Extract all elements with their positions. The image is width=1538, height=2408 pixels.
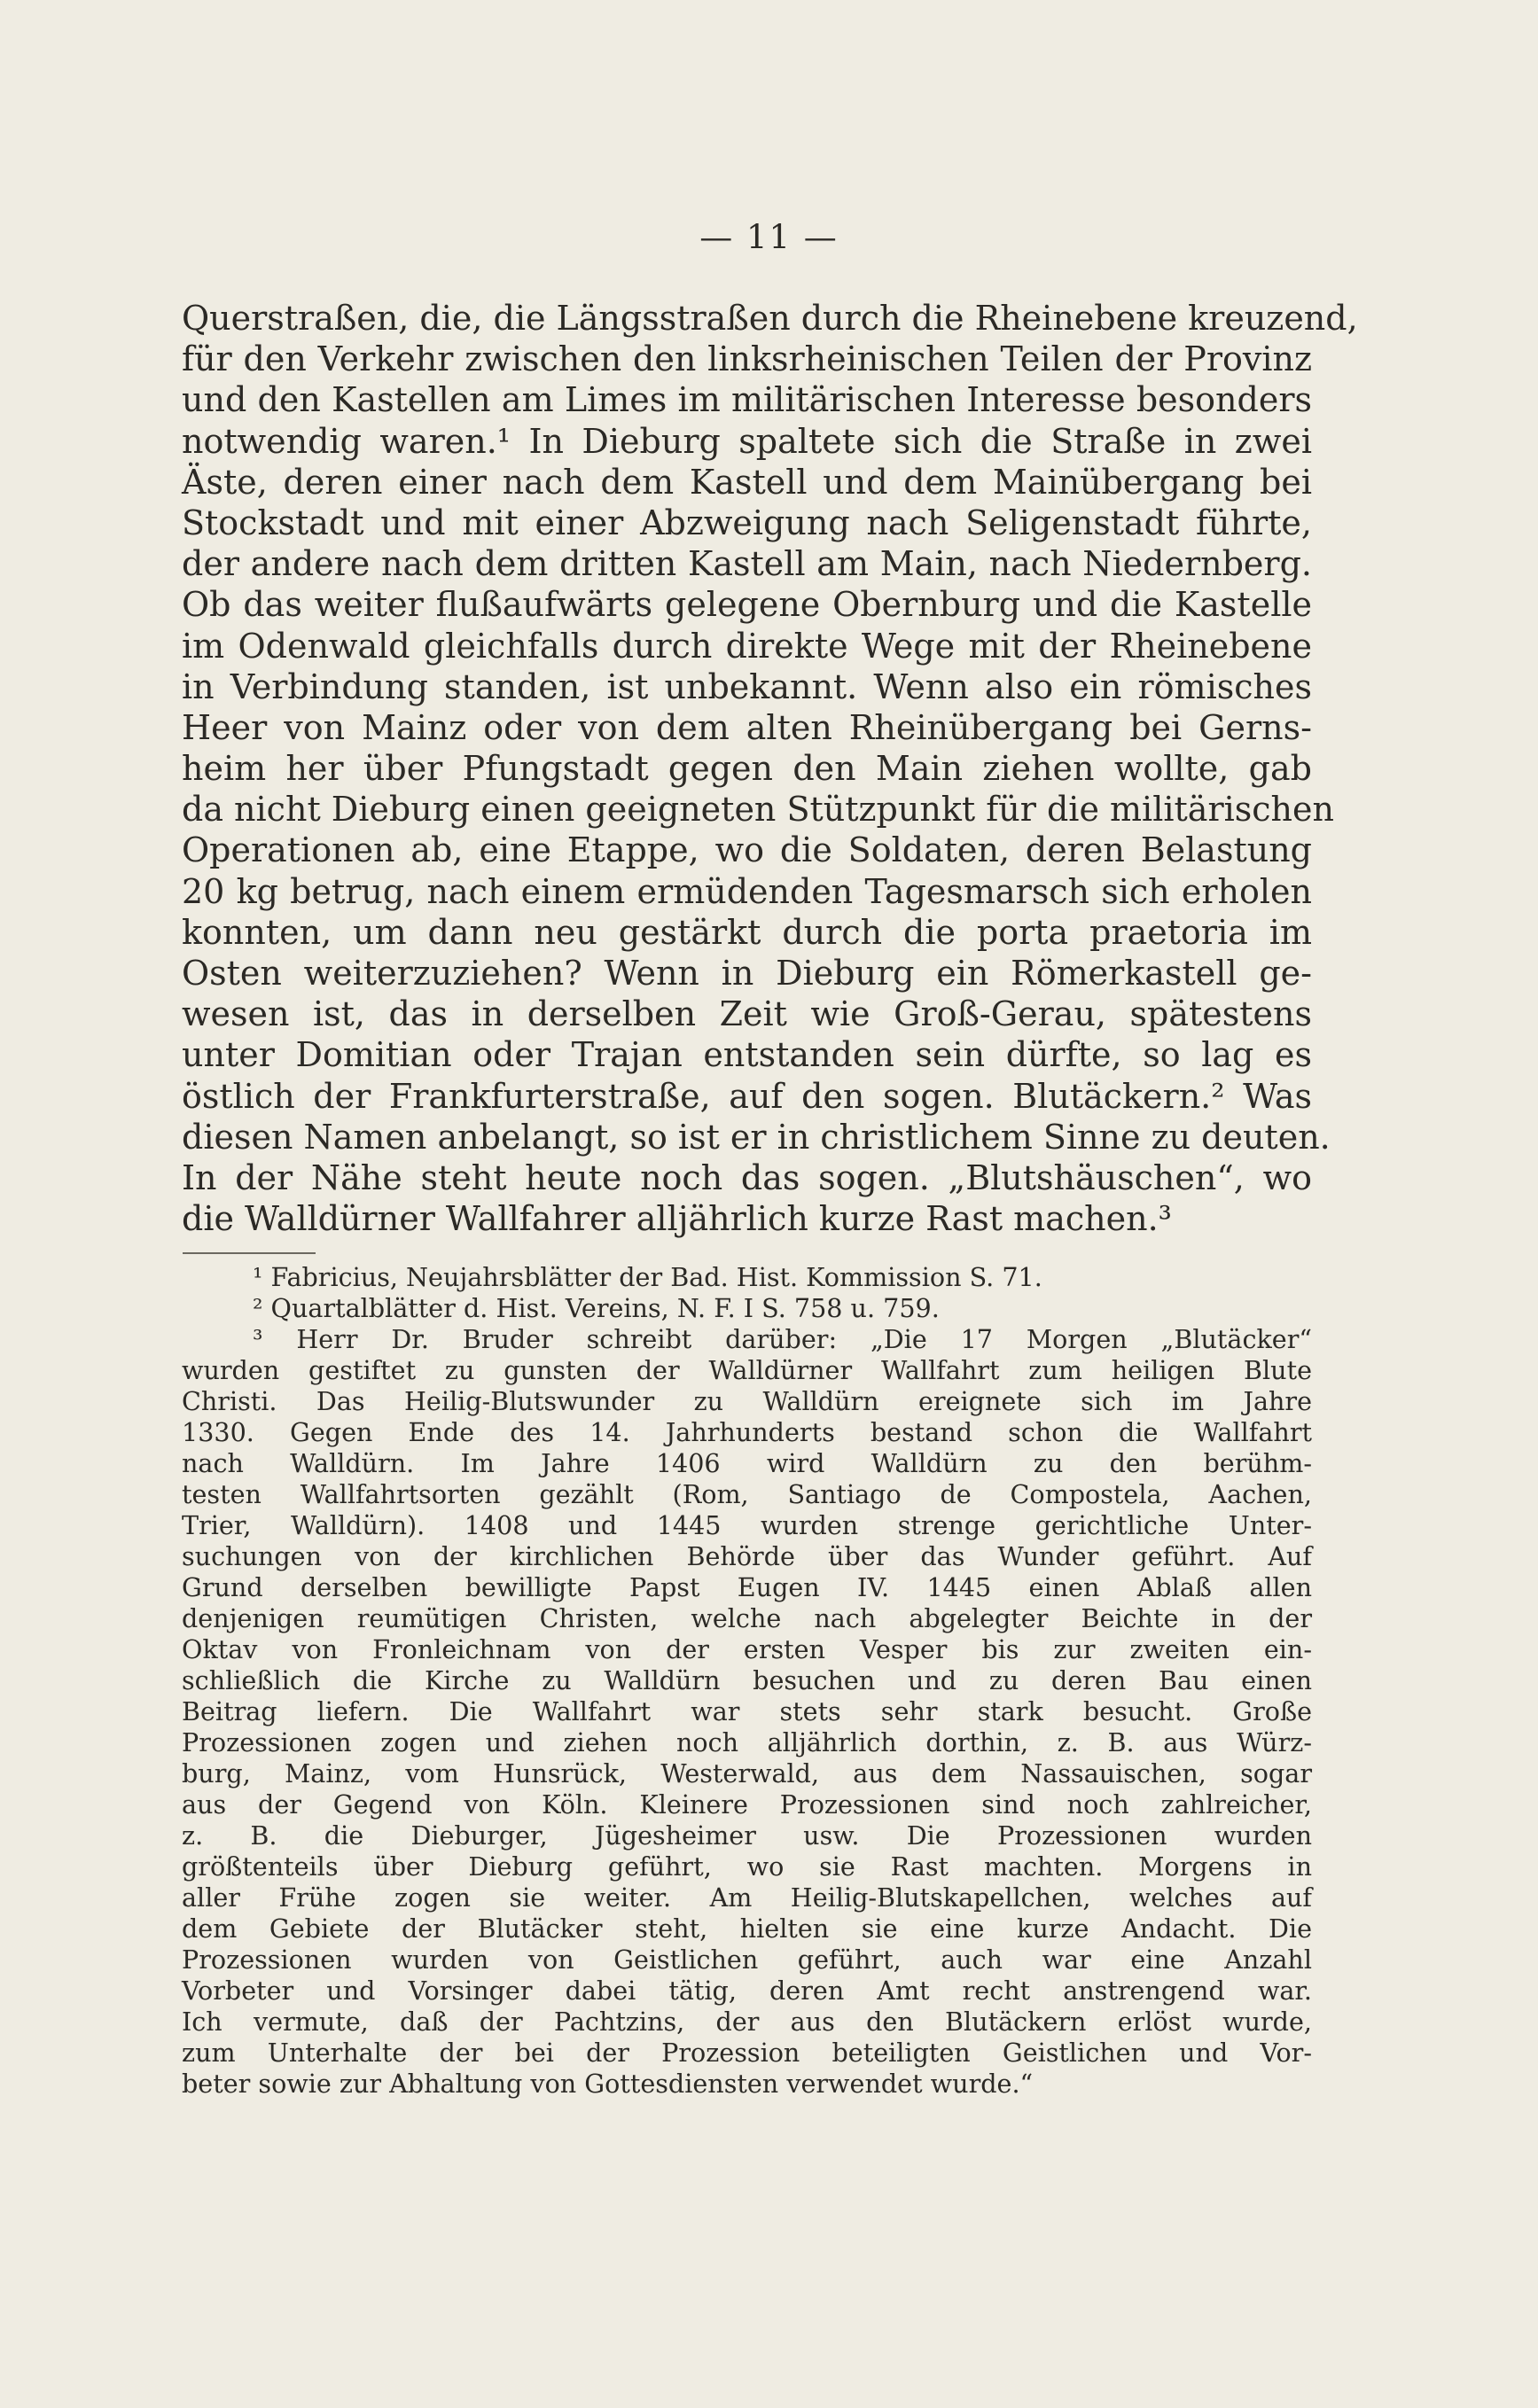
body-line: die Walldürner Wallfahrer alljährlich kurze Rast machen.³ — [182, 1199, 1172, 1239]
footnote-line: 1330. Gegen Ende des 14. Jahrhunderts bestand schon die Wallfahrt — [182, 1417, 1312, 1447]
footnote-line: Oktav von Fronleichnam von der ersten Vesper bis zur zweiten ein- — [182, 1634, 1312, 1664]
footnote-line: suchungen von der kirchlichen Behörde über das Wunder geführt. Auf — [182, 1541, 1312, 1571]
body-line: notwendig waren.¹ In Dieburg spaltete sich die Straße in zwei — [182, 421, 1312, 461]
body-line: wesen ist, das in derselben Zeit wie Groß-Gerau, spätestens — [182, 994, 1312, 1034]
body-line: Operationen ab, eine Etappe, wo die Soldaten, deren Belastung — [182, 830, 1312, 870]
body-line: der andere nach dem dritten Kastell am Main, nach Niedernberg. — [182, 544, 1312, 584]
footnote-1: ¹ Fabricius, Neujahrsblätter der Bad. Hist. Kommission S. 71. — [253, 1262, 1042, 1292]
footnote-2: ² Quartalblätter d. Hist. Vereins, N. F. I S. 758 u. 759. — [253, 1293, 940, 1323]
footnotes — [182, 1262, 1312, 2100]
footnote-line: denjenigen reumütigen Christen, welche nach abgelegter Beichte in der — [182, 1603, 1312, 1633]
footnote-line: beter sowie zur Abhaltung von Gottesdiensten verwendet wurde.“ — [182, 2069, 1034, 2099]
page-number: — 11 — — [699, 218, 839, 256]
body-line: Ob das weiter flußaufwärts gelegene Obernburg und die Kastelle — [182, 585, 1312, 625]
body-line: Heer von Mainz oder von dem alten Rheinübergang bei Gerns- — [182, 707, 1312, 747]
body-text — [182, 298, 1358, 1239]
body-line: 20 kg betrug, nach einem ermüdenden Tagesmarsch sich erholen — [182, 871, 1312, 911]
footnote-line: nach Walldürn. Im Jahre 1406 wird Walldürn zu den berühm- — [182, 1448, 1312, 1478]
body-line: Äste, deren einer nach dem Kastell und dem Mainübergang bei — [182, 462, 1312, 502]
body-line: Osten weiterzuziehen? Wenn in Dieburg ein Römerkastell ge- — [182, 954, 1312, 993]
body-line: diesen Namen anbelangt, so ist er in christlichem Sinne zu deuten. — [182, 1117, 1331, 1157]
body-line: und den Kastellen am Limes im militärischen Interesse besonders — [182, 380, 1312, 420]
body-line: östlich der Frankfurterstraße, auf den sogen. Blutäckern.² Was — [182, 1076, 1312, 1116]
footnote-line: dem Gebiete der Blutäcker steht, hielten sie eine kurze Andacht. Die — [182, 1913, 1312, 1944]
body-line: in Verbindung standen, ist unbekannt. Wenn also ein römisches — [182, 666, 1312, 706]
body-line: Querstraßen, die, die Längsstraßen durch die Rheinebene kreuzend, — [182, 299, 1358, 338]
footnote-line: Prozessionen wurden von Geistlichen geführt, auch war eine Anzahl — [182, 1944, 1312, 1975]
footnote-line: zum Unterhalte der bei der Prozession beteiligten Geistlichen und Vor- — [182, 2038, 1312, 2068]
footnote-line: Grund derselben bewilligte Papst Eugen IV. 1445 einen Ablaß allen — [182, 1572, 1312, 1602]
footnote-line: Prozessionen zogen und ziehen noch alljährlich dorthin, z. B. aus Würz- — [182, 1727, 1312, 1757]
footnote-line: testen Wallfahrtsorten gezählt (Rom, Santiago de Compostela, Aachen, — [182, 1479, 1312, 1509]
footnote-line: schließlich die Kirche zu Walldürn besuchen und zu deren Bau einen — [182, 1665, 1312, 1695]
footnote-3: ³ Herr Dr. Bruder schreibt darüber: „Die 17 Morgen „Blutäcker“ — [253, 1324, 1312, 1354]
footnote-line: Beitrag liefern. Die Wallfahrt war stets sehr stark besucht. Große — [182, 1696, 1312, 1726]
footnote-line: aus der Gegend von Köln. Kleinere Prozessionen sind noch zahlreicher, — [182, 1789, 1312, 1820]
body-line: heim her über Pfungstadt gegen den Main ziehen wollte, gab — [182, 749, 1312, 789]
body-line: da nicht Dieburg einen geeigneten Stützpunkt für die militärischen — [182, 790, 1334, 830]
footnote-line: Ich vermute, daß der Pachtzins, der aus den Blutäckern erlöst wurde, — [182, 2007, 1312, 2037]
body-line: konnten, um dann neu gestärkt durch die porta praetoria im — [182, 912, 1312, 952]
footnote-line: größtenteils über Dieburg geführt, wo sie Rast machten. Morgens in — [182, 1851, 1312, 1882]
body-line: In der Nähe steht heute noch das sogen. „Blutshäuschen“, wo — [182, 1157, 1312, 1197]
footnote-divider — [183, 1252, 316, 1254]
footnote-line: Christi. Das Heilig-Blutswunder zu Walldürn ereignete sich im Jahre — [182, 1386, 1312, 1416]
footnote-line: burg, Mainz, vom Hunsrück, Westerwald, aus dem Nassauischen, sogar — [182, 1758, 1312, 1788]
footnote-line: aller Frühe zogen sie weiter. Am Heilig-Blutskapellchen, welches auf — [182, 1882, 1312, 1913]
footnote-line: Trier, Walldürn). 1408 und 1445 wurden strenge gerichtliche Unter- — [182, 1510, 1312, 1540]
footnote-line: z. B. die Dieburger, Jügesheimer usw. Die Prozessionen wurden — [182, 1820, 1312, 1851]
body-line: unter Domitian oder Trajan entstanden sein dürfte, so lag es — [182, 1035, 1312, 1075]
footnote-line: Vorbeter und Vorsinger dabei tätig, deren Amt recht anstrengend war. — [182, 1975, 1312, 2006]
body-line: für den Verkehr zwischen den linksrheinischen Teilen der Provinz — [182, 339, 1312, 379]
body-line: im Odenwald gleichfalls durch direkte Wege mit der Rheinebene — [182, 626, 1312, 666]
body-line: Stockstadt und mit einer Abzweigung nach Seligenstadt führte, — [182, 503, 1312, 542]
footnote-line: wurden gestiftet zu gunsten der Walldürner Wallfahrt zum heiligen Blute — [182, 1355, 1312, 1385]
